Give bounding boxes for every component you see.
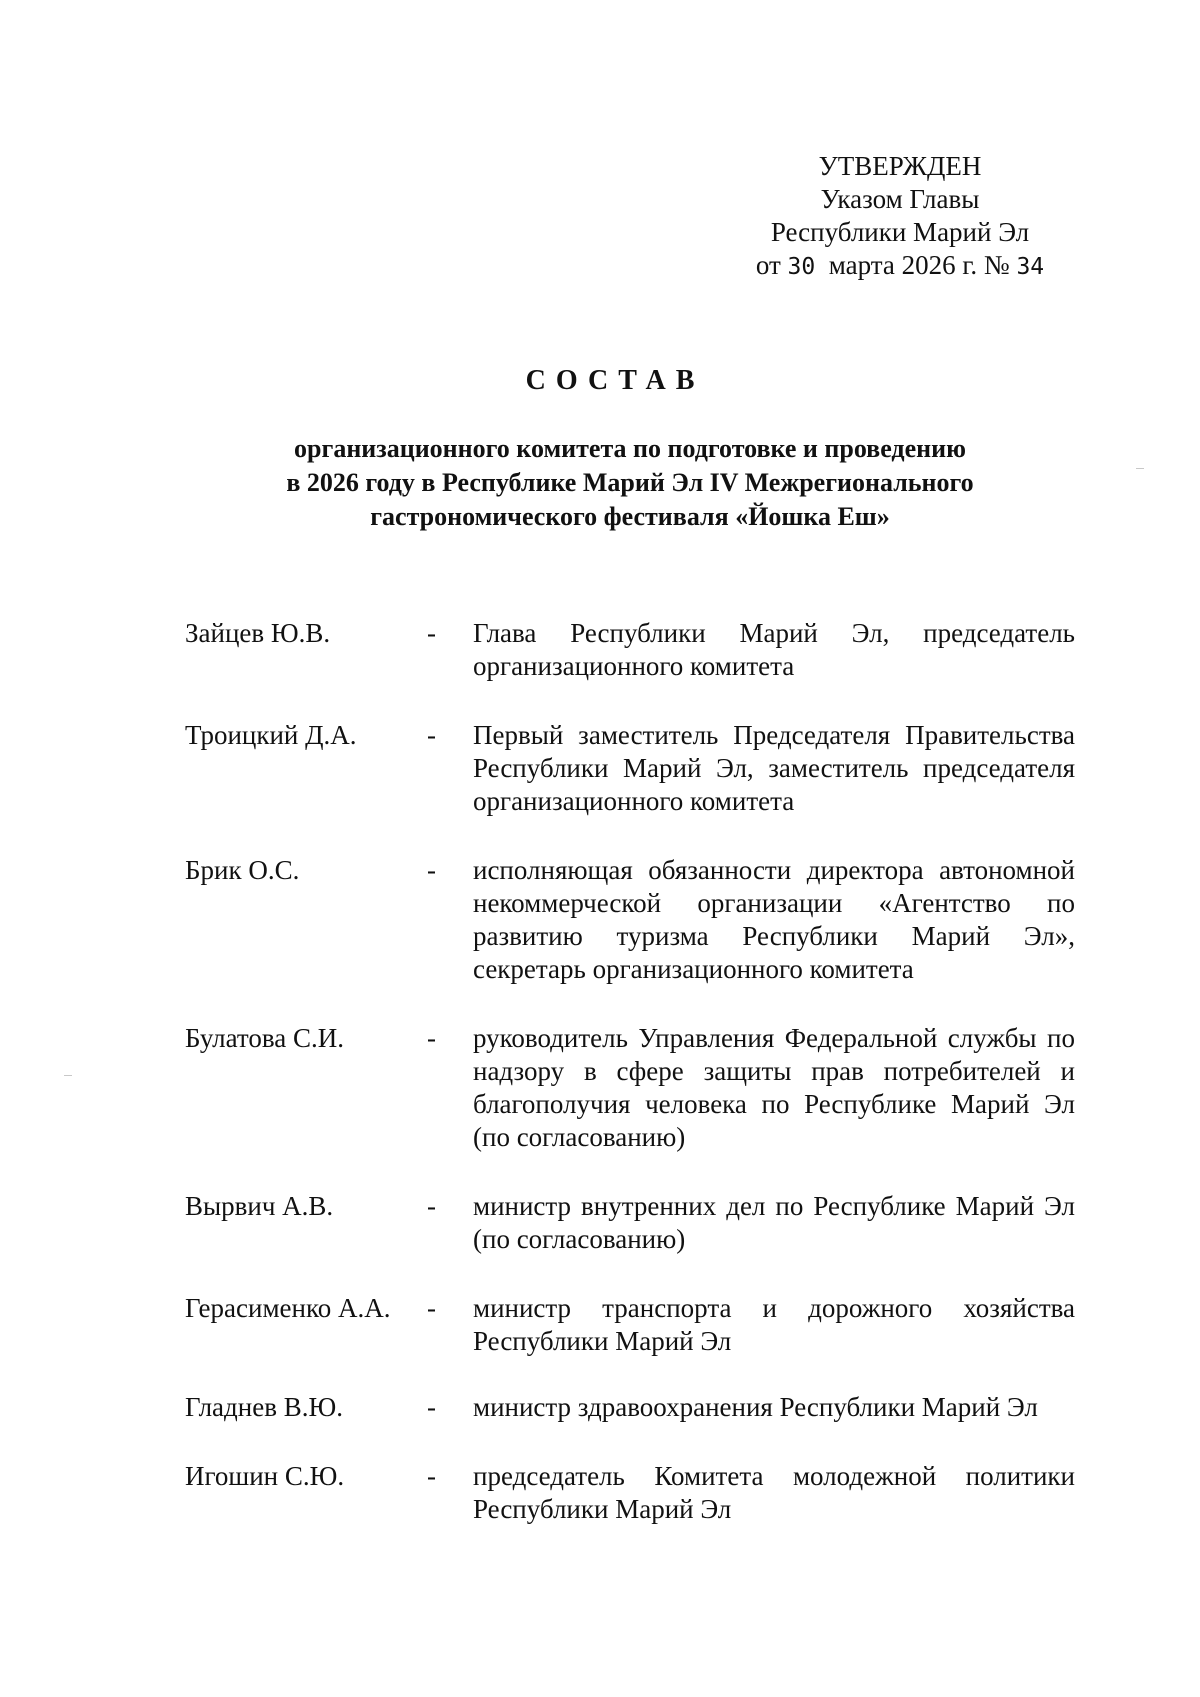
approval-date-prefix: от [755,250,781,280]
member-role: Глава Республики Марий Эл, председатель организационного комитета [473,618,1075,681]
member-role: руководитель Управления Федеральной службы по надзору в сфере защиты прав потребителей и благополучия человека по Республике Марий Эл (по согласованию) [473,1023,1075,1152]
member-name: Гладнев В.Ю. [185,1392,343,1422]
member-dash: - [427,1392,436,1422]
member-role: исполняющая обязанности директора автономной некоммерческой организации «Агентство по развитию туризма Республики Марий Эл», секретарь организационного комитета [473,855,1075,984]
member-row [185,1460,1075,1526]
member-dash: - [427,1461,436,1491]
member-row [185,854,1075,986]
member-name: Герасименко А.А. [185,1293,391,1323]
approval-day: 30 [787,254,816,280]
document-subtitle [200,432,1060,534]
approval-date-line [700,249,1100,284]
member-role: министр внутренних дел по Республике Марий Эл (по согласованию) [473,1191,1075,1254]
approval-stamp [700,150,1100,284]
member-dash: - [427,855,436,885]
subtitle-line-3: гастрономического фестиваля «Йошка Еш» [370,502,890,531]
member-row [185,1190,1075,1256]
member-name: Булатова С.И. [185,1023,344,1053]
member-row [185,1292,1075,1358]
member-dash: - [427,720,436,750]
member-dash: - [427,618,436,648]
approval-number: 34 [1016,254,1045,280]
approval-decree: Указом Главы [820,184,980,214]
member-role: Первый заместитель Председателя Правительства Республики Марий Эл, заместитель председателя организационного комитета [473,720,1075,816]
approval-republic: Республики Марий Эл [770,217,1030,247]
member-role: министр транспорта и дорожного хозяйства Республики Марий Эл [473,1293,1075,1356]
member-row [185,1022,1075,1154]
member-name: Зайцев Ю.В. [185,618,331,648]
committee-members-list [185,617,1075,1526]
member-name: Брик О.С. [185,855,300,885]
member-name: Игошин С.Ю. [185,1461,345,1491]
subtitle-line-2: в 2026 году в Республике Марий Эл IV Межрегионального [286,468,974,497]
member-dash: - [427,1293,436,1323]
member-role: председатель Комитета молодежной политики Республики Марий Эл [473,1461,1075,1524]
member-role: министр здравоохранения Республики Марий Эл [473,1392,1038,1422]
member-name: Вырвич А.В. [185,1191,334,1221]
member-name: Троицкий Д.А. [185,720,357,750]
member-row [185,617,1075,683]
member-row [185,719,1075,818]
member-dash: - [427,1023,436,1053]
member-row [185,1391,1075,1424]
document-title: СОСТАВ [525,365,705,396]
subtitle-line-1: организационного комитета по подготовке и проведению [294,434,966,463]
member-dash: - [427,1191,436,1221]
scan-mark [1136,468,1144,469]
approval-date-middle: марта 2026 г. № [828,250,1010,280]
approval-title: УТВЕРЖДЕН [818,151,982,181]
scan-mark [64,1075,72,1076]
